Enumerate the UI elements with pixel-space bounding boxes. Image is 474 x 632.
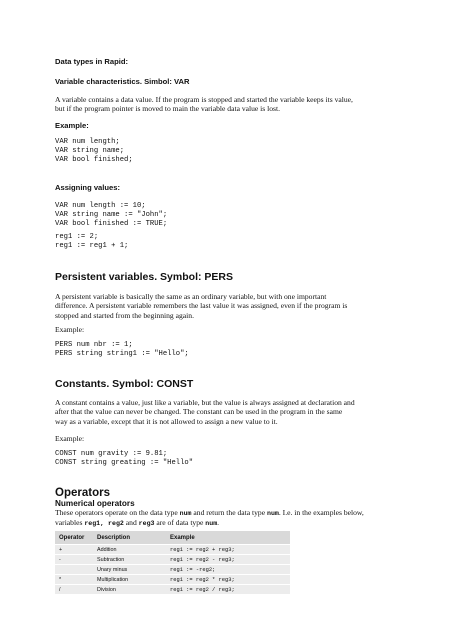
example-cell: reg1 := reg2 + reg3;	[166, 545, 290, 555]
assign-code-block-2: reg1 := 2; reg1 := reg1 + 1;	[55, 233, 129, 250]
operators-text-e: are of data type	[154, 518, 206, 528]
const-paragraph: A constant contains a value, just like a variable, but the value is always assigned at declaration and after that the value can never be changed. The constant can be used in the program in the same way as a variable, except that it is not allowed to assign a new value to it.	[55, 398, 355, 426]
operators-table	[55, 531, 290, 594]
const-heading: Constants. Symbol: CONST	[55, 378, 194, 390]
operators-text-a: These operators operate on the data type	[55, 508, 180, 517]
var-paragraph: A variable contains a data value. If the program is stopped and started the variable keeps its value, but if the program pointer is moved to main the variable data value is lost.	[55, 95, 353, 114]
num-type-2: num	[267, 510, 279, 517]
operators-text-c: . I.e. in the examples below, variables	[55, 508, 364, 528]
pers-code-block: PERS num nbr := 1; PERS string string1 := "Hello";	[55, 341, 189, 358]
header-operator: Operator	[55, 531, 93, 545]
operator-cell: +	[55, 545, 93, 555]
var-code-block: VAR num length; VAR string name; VAR bool finished;	[55, 138, 133, 164]
table-row	[55, 575, 290, 585]
reg3-var: reg3	[138, 520, 155, 528]
const-code-block: CONST num gravity := 9.81; CONST string greating := "Hello"	[55, 450, 194, 467]
table-row	[55, 545, 290, 555]
const-example-label: Example:	[55, 434, 85, 443]
operator-cell	[55, 565, 93, 575]
var-example-label: Example:	[55, 121, 89, 130]
reg-vars: reg1, reg2	[84, 520, 124, 528]
var-heading: Variable characteristics. Simbol: VAR	[55, 77, 190, 86]
table-row	[55, 585, 290, 595]
operators-text-d: and	[123, 518, 139, 528]
assign-heading: Assigning values:	[55, 183, 120, 192]
table-row	[55, 555, 290, 565]
description-cell: Multiplication	[93, 575, 166, 585]
header-example: Example	[166, 531, 290, 545]
operator-cell: /	[55, 585, 93, 595]
numerical-operators-heading: Numerical operators	[55, 499, 135, 508]
example-cell: reg1 := -reg2;	[166, 565, 290, 575]
num-type-1: num	[179, 510, 192, 517]
assign-code-block-1: VAR num length := 10; VAR string name := "John"; VAR bool finished := TRUE;	[55, 202, 168, 228]
operators-text-f: .	[217, 518, 220, 528]
operators-paragraph	[55, 508, 365, 529]
table-row	[55, 565, 290, 575]
description-cell: Unary minus	[93, 565, 166, 575]
pers-heading: Persistent variables. Symbol: PERS	[55, 271, 233, 283]
description-cell: Subtraction	[93, 555, 166, 565]
description-cell: Addition	[93, 545, 166, 555]
operators-heading: Operators	[55, 487, 110, 499]
operator-cell: *	[55, 575, 93, 585]
num-type-3: num	[205, 520, 218, 528]
header-description: Description	[93, 531, 166, 545]
example-cell: reg1 := reg2 * reg3;	[166, 575, 290, 585]
example-cell: reg1 := reg2 / reg3;	[166, 585, 290, 595]
operator-cell: -	[55, 555, 93, 565]
operators-text-b: and return the data type	[191, 508, 267, 517]
table-header-row	[55, 531, 290, 545]
description-cell: Division	[93, 585, 166, 595]
page-title: Data types in Rapid:	[55, 57, 128, 66]
pers-paragraph: A persistent variable is basically the same as an ordinary variable, but with one important difference. A persistent variable remembers the last value it was assigned, even if the program is stopped and started from the beginning again.	[55, 292, 348, 320]
pers-example-label: Example:	[55, 325, 85, 334]
example-cell: reg1 := reg2 - reg3;	[166, 555, 290, 565]
